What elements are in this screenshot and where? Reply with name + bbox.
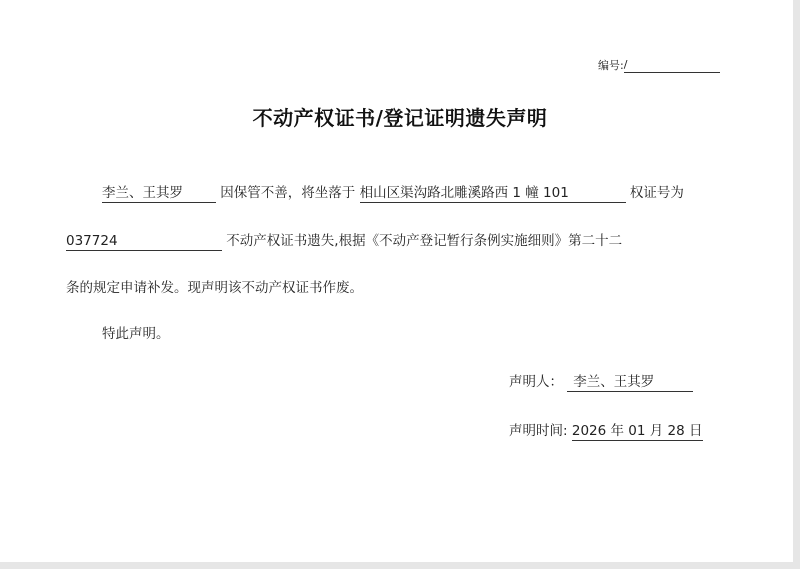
closing-statement: 特此声明。 [102, 326, 170, 342]
paragraph-line-3: 条的规定申请补发。现声明该不动产权证书作废。 [66, 280, 363, 296]
document-number-label: 编号: [598, 59, 624, 72]
document-title: 不动产权证书/登记证明遗失声明 [252, 106, 548, 130]
property-location: 相山区渠沟路北雕溪路西 1 幢 101 [360, 185, 626, 203]
declarant-label: 声明人： [509, 374, 563, 390]
owner-names: 李兰、王其罗 [102, 185, 216, 203]
page-shadow-bottom [0, 562, 800, 569]
certificate-number: 037724 [66, 233, 222, 251]
declarant-value: 李兰、王其罗 [567, 374, 693, 392]
date-label: 声明时间: [509, 423, 568, 439]
text-line2-rest: 不动产权证书遗失,根据《不动产登记暂行条例实施细则》第二十二 [226, 233, 623, 249]
text-after-location: 权证号为 [629, 185, 684, 201]
document-number-value: / [624, 58, 720, 73]
paragraph-line-1 [102, 183, 684, 203]
paragraph-line-2 [66, 231, 622, 251]
text-after-owner: 因保管不善，将坐落于 [220, 185, 356, 201]
declarant-row [509, 372, 693, 392]
page-shadow-right [793, 0, 800, 569]
date-row [509, 421, 703, 441]
date-value: 2026 年 01 月 28 日 [571, 423, 703, 439]
document-number [598, 57, 720, 73]
